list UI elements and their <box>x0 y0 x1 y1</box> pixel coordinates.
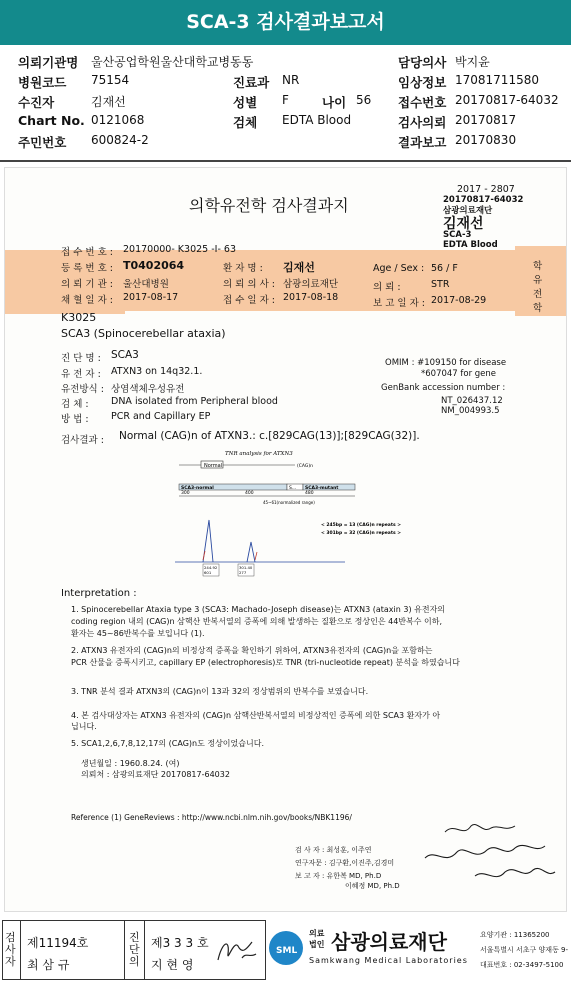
inspector-name: 최 삼 규 <box>27 958 70 972</box>
manager-name: 지 현 영 <box>151 958 194 972</box>
test-code: K3025 <box>61 311 97 324</box>
signatory-line: 검 사 자 : 최성훈, 이주연 <box>295 846 372 854</box>
tick-label: 400 <box>245 491 254 496</box>
box-divider <box>124 920 125 980</box>
figure-normal-label: Normal <box>204 463 223 469</box>
side-char: 학 <box>533 303 543 314</box>
dept-value: NR <box>282 73 300 87</box>
peak-1-height: 601 <box>204 570 212 575</box>
request-info: 의뢰처 : 삼광의료재단 20170817-64032 <box>81 770 230 779</box>
box-divider <box>144 920 145 980</box>
range-label: 45~61(normalized range) <box>263 500 315 505</box>
test-name: SCA3 (Spinocerebellar ataxia) <box>61 327 226 340</box>
specimen-label: 검체 <box>233 115 258 130</box>
resident-no-label: 주민번호 <box>18 135 67 150</box>
figure-cag-label: (CAG)n <box>297 464 313 469</box>
tnr-figure <box>145 446 415 586</box>
interp-line: 1. Spinocerebellar Ataxia type 3 (SCA3: Machado-Joseph disease)는 ATXN3 (ataxin 3) 유전자의 <box>71 605 446 614</box>
reg-label: 등 록 번 호 : <box>61 263 113 274</box>
segment-mutant-label: SCA3-mutant <box>305 486 339 491</box>
patient-label: 환 자 명 : <box>223 263 263 274</box>
receive-value: 2017-08-18 <box>283 292 339 303</box>
ward-value: STR <box>431 279 450 290</box>
reg-value: T0402064 <box>123 259 185 272</box>
stamp-name: 김재선 <box>443 216 484 232</box>
interp-line: 2. ATXN3 유전자의 (CAG)n의 비정상적 증폭을 확인하기 위하여, ATXN3유전자의 (CAG)n을 포함하는 <box>71 646 433 655</box>
scan-title: 의학유전학 검사결과지 <box>189 196 349 215</box>
age-label: 나이 <box>322 95 347 110</box>
report-date-label: 결과보고 <box>398 135 447 150</box>
accession-1: NT_026437.12 <box>441 396 503 406</box>
receipt-no-value: 20170817-64032 <box>455 93 559 107</box>
institution-value: 울산공업학원울산대학교병동동 <box>91 55 254 69</box>
org-info: 서울특별시 서초구 양재동 9- <box>480 946 569 954</box>
accession-2: NM_004993.5 <box>441 406 500 416</box>
inst-label: 의 뢰 기 관 : <box>61 279 113 290</box>
doctor-value: 삼광의료재단 <box>283 279 339 290</box>
scanned-report <box>4 167 567 912</box>
org-info: 대표번호 : 02-3497-5100 <box>480 961 564 969</box>
genbank-label: GenBank accession number : <box>381 383 506 393</box>
sml-logo-icon <box>266 924 306 974</box>
omim-gene: *607047 for gene <box>421 369 497 379</box>
stamp-specimen: EDTA Blood <box>443 240 498 250</box>
report-label: 보 고 일 자 : <box>373 298 425 309</box>
signature-stroke <box>425 845 545 858</box>
request-date-label: 검사의뢰 <box>398 115 447 130</box>
receive-label: 접 수 일 자 : <box>223 295 275 306</box>
org-english-name: Samkwang Medical Laboratories <box>309 956 468 965</box>
gene-value: ATXN3 on 14q32.1. <box>111 366 203 377</box>
interp-line: coding region 내의 (CAG)n 삼핵산 반복서열의 증폭에 의해 발생하는 질환으로 정상인은 44반복수 이하, <box>71 617 443 626</box>
org-info: 요양기관 : 11365200 <box>480 931 550 939</box>
interp-line: 5. SCA1,2,6,7,8,12,17의 (CAG)n도 정상이었습니다. <box>71 739 264 748</box>
report-value: 2017-08-29 <box>431 295 487 306</box>
inspector-label: 검사자 <box>5 931 16 968</box>
legend-label: < 245bp = 13 (CAG)n repeats > <box>321 523 402 528</box>
report-footer <box>0 918 571 988</box>
interp-line: 4. 본 검사대상자는 ATXN3 유전자의 (CAG)n 삼핵산반복서열의 비정상적인 증폭에 의한 SCA3 환자가 아 <box>71 711 441 720</box>
interp-line: PCR 산물을 증폭시키고, capillary EP (electrophoresis)로 TNR (tri-nucleotide repeat) 분석을 하였습니다 <box>71 658 460 667</box>
inspector-number: 제11194호 <box>27 936 89 950</box>
inherit-value: 상염색체우성유전 <box>111 384 185 395</box>
interpretation-title: Interpretation : <box>61 588 137 599</box>
tick-label: 480 <box>305 491 314 496</box>
peak-2 <box>247 542 255 562</box>
inherit-label: 유전방식 : <box>61 384 104 395</box>
stamp-number: 2017 - 2807 <box>457 184 515 195</box>
sex-value: F <box>282 93 289 107</box>
manager-number: 제3 3 3 호 <box>151 936 209 950</box>
org-name: 삼광의료재단 <box>331 930 447 954</box>
report-title: SCA-3 검사결과보고서 <box>0 0 571 45</box>
side-char: 학 <box>533 261 543 272</box>
agesex-label: Age / Sex : <box>373 263 425 274</box>
specimen-label: 검 체 : <box>61 399 89 410</box>
collect-label: 채 혈 일 자 : <box>61 295 113 306</box>
manager-signature-image <box>212 932 260 968</box>
stamp-test: SCA-3 <box>443 230 472 240</box>
method-label: 방 법 : <box>61 414 89 425</box>
interp-line: 환자는 45~86반복수를 보입니다 (1). <box>71 629 205 638</box>
doctor-label: 의 뢰 의 사 : <box>223 279 275 290</box>
specimen-value: DNA isolated from Peripheral blood <box>111 396 278 407</box>
org-prefix: 법인 <box>309 940 325 949</box>
box-divider <box>20 920 21 980</box>
marker <box>255 552 257 560</box>
birth-date: 생년월일 : 1960.8.24. (여) <box>81 759 180 768</box>
clinical-label: 임상정보 <box>398 75 447 90</box>
segment-mid-label: S... <box>289 486 297 491</box>
specimen-value: EDTA Blood <box>282 113 352 127</box>
diag-label: 진 단 명 : <box>61 353 101 364</box>
peak-1 <box>203 520 213 562</box>
sex-label: 성별 <box>233 95 258 110</box>
hospital-code-value: 75154 <box>91 73 130 87</box>
omim-disease: OMIM : #109150 for disease <box>385 358 507 368</box>
header-divider <box>0 160 571 162</box>
signatory-line: 이혜정 MD, Ph.D <box>345 882 400 890</box>
interp-line: 닙니다. <box>71 722 97 731</box>
doctor-label: 담당의사 <box>398 55 447 70</box>
report-date-value: 20170830 <box>455 133 517 147</box>
org-prefix: 의료 <box>309 929 325 938</box>
agesex-value: 56 / F <box>431 263 458 274</box>
reference: Reference (1) GeneReviews : http://www.ncbi.nlm.nih.gov/books/NBK1196/ <box>71 813 352 822</box>
patient-value: 김재선 <box>91 95 126 109</box>
age-value: 56 <box>356 93 372 107</box>
peak-1-size: 244.92 <box>204 565 218 570</box>
chart-no-label: Chart No. <box>18 113 85 128</box>
signatory-line: 연구자문 : 김구환,이진주,김경미 <box>295 859 395 867</box>
legend-label: < 301bp = 32 (CAG)n repeats > <box>321 531 402 536</box>
inst-value: 울산대병원 <box>123 279 169 290</box>
diag-value: SCA3 <box>111 349 139 361</box>
dept-label: 진료과 <box>233 75 270 90</box>
side-char: 전 <box>533 289 543 300</box>
stamp-receipt: 20170817-64032 <box>443 195 524 205</box>
signature-stroke <box>475 868 555 876</box>
hospital-code-label: 병원코드 <box>18 75 67 90</box>
side-char: 유 <box>533 275 543 286</box>
signatures-image <box>405 818 565 898</box>
receipt-label: 접 수 번 호 : <box>61 247 113 258</box>
chart-no-value: 0121068 <box>91 113 145 127</box>
result-value: Normal (CAG)n of ATXN3.: c.[829CAG(13)];[829CAG(32)]. <box>119 430 420 442</box>
interp-line: 3. TNR 분석 결과 ATXN3의 (CAG)n이 13과 32의 정상범위의 반복수를 보였습니다. <box>71 687 369 696</box>
receipt-no-label: 접수번호 <box>398 95 447 110</box>
method-value: PCR and Capillary EP <box>111 411 211 422</box>
resident-no-value: 600824-2 <box>91 133 149 147</box>
result-label: 검사결과 : <box>61 435 104 446</box>
patient-value: 김재선 <box>283 261 315 274</box>
stamp-org: 삼광의료재단 <box>443 206 493 216</box>
institution-label: 의뢰기관명 <box>18 55 79 70</box>
tick-label: 300 <box>181 491 190 496</box>
signature-stroke <box>218 942 256 960</box>
gene-label: 유 전 자 : <box>61 369 101 380</box>
peak-2-height: 277 <box>239 570 247 575</box>
request-date-value: 20170817 <box>455 113 517 127</box>
signatory-line: 보 고 자 : 유한복 MD, Ph.D <box>295 872 382 880</box>
ward-label: 의 뢰 : <box>373 282 401 293</box>
collect-value: 2017-08-17 <box>123 292 179 303</box>
signature-stroke <box>445 824 515 832</box>
doctor-value: 박지윤 <box>455 55 490 69</box>
manager-label: 진단의 <box>129 931 140 968</box>
receipt-value: 20170000- K3025 -I- 63 <box>123 244 236 255</box>
patient-label: 수진자 <box>18 95 55 110</box>
logo-text: SML <box>276 946 298 956</box>
clinical-value: 17081711580 <box>455 73 539 87</box>
figure-title: TNR analysis for ATXN3 <box>225 451 293 457</box>
peak-2-size: 301.40 <box>239 565 253 570</box>
segment-normal-label: SCA3-normal <box>181 486 214 491</box>
report-header <box>0 45 571 163</box>
